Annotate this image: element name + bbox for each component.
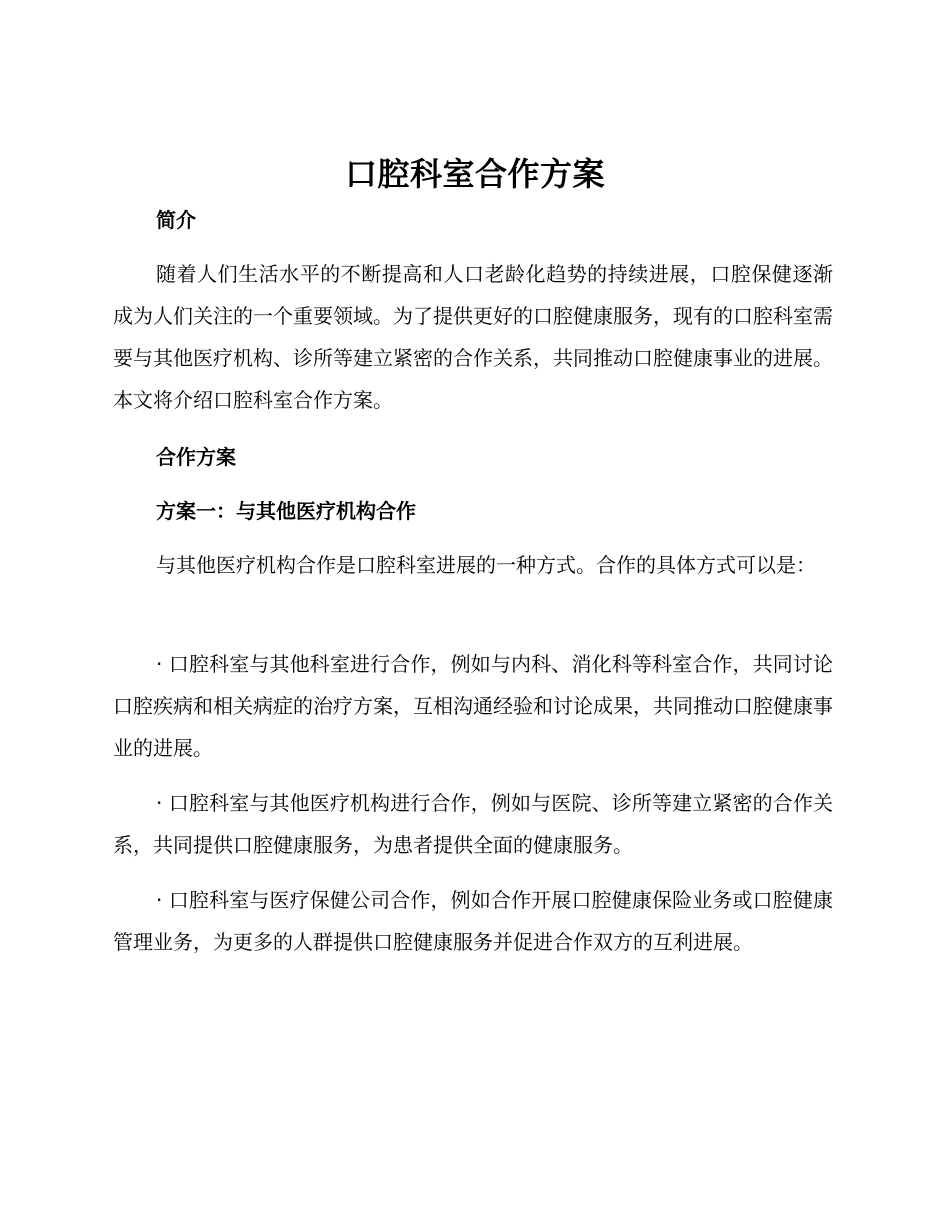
- bullet-item-1: · 口腔科室与其他科室进行合作，例如与内科、消化科等科室合作，共同讨论口腔疾病和相关病症的治疗方案，互相沟通经验和讨论成果，共同推动口腔健康事业的进展。: [113, 652, 833, 760]
- section-heading-intro: 简介: [156, 208, 196, 232]
- document-title: 口腔科室合作方案: [344, 155, 605, 193]
- section-heading-plan: 合作方案: [156, 445, 236, 469]
- intro-paragraph: 随着人们生活水平的不断提高和人口老龄化趋势的持续进展，口腔保健逐渐成为人们关注的一个重要领域。为了提供更好的口腔健康服务，现有的口腔科室需要与其他医疗机构、诊所等建立紧密的合作关系，共同推动口腔健康事业的进展。本文将介绍口腔科室合作方案。: [113, 262, 833, 412]
- plan-one-intro-paragraph: 与其他医疗机构合作是口腔科室进展的一种方式。合作的具体方式可以是：: [156, 553, 816, 577]
- bullet-item-2: · 口腔科室与其他医疗机构进行合作，例如与医院、诊所等建立紧密的合作关系，共同提供口腔健康服务，为患者提供全面的健康服务。: [113, 791, 833, 857]
- subsection-heading-plan-one: 方案一：与其他医疗机构合作: [156, 499, 416, 523]
- bullet-item-3: · 口腔科室与医疗保健公司合作，例如合作开展口腔健康保险业务或口腔健康管理业务，为更多的人群提供口腔健康服务并促进合作双方的互利进展。: [113, 888, 833, 954]
